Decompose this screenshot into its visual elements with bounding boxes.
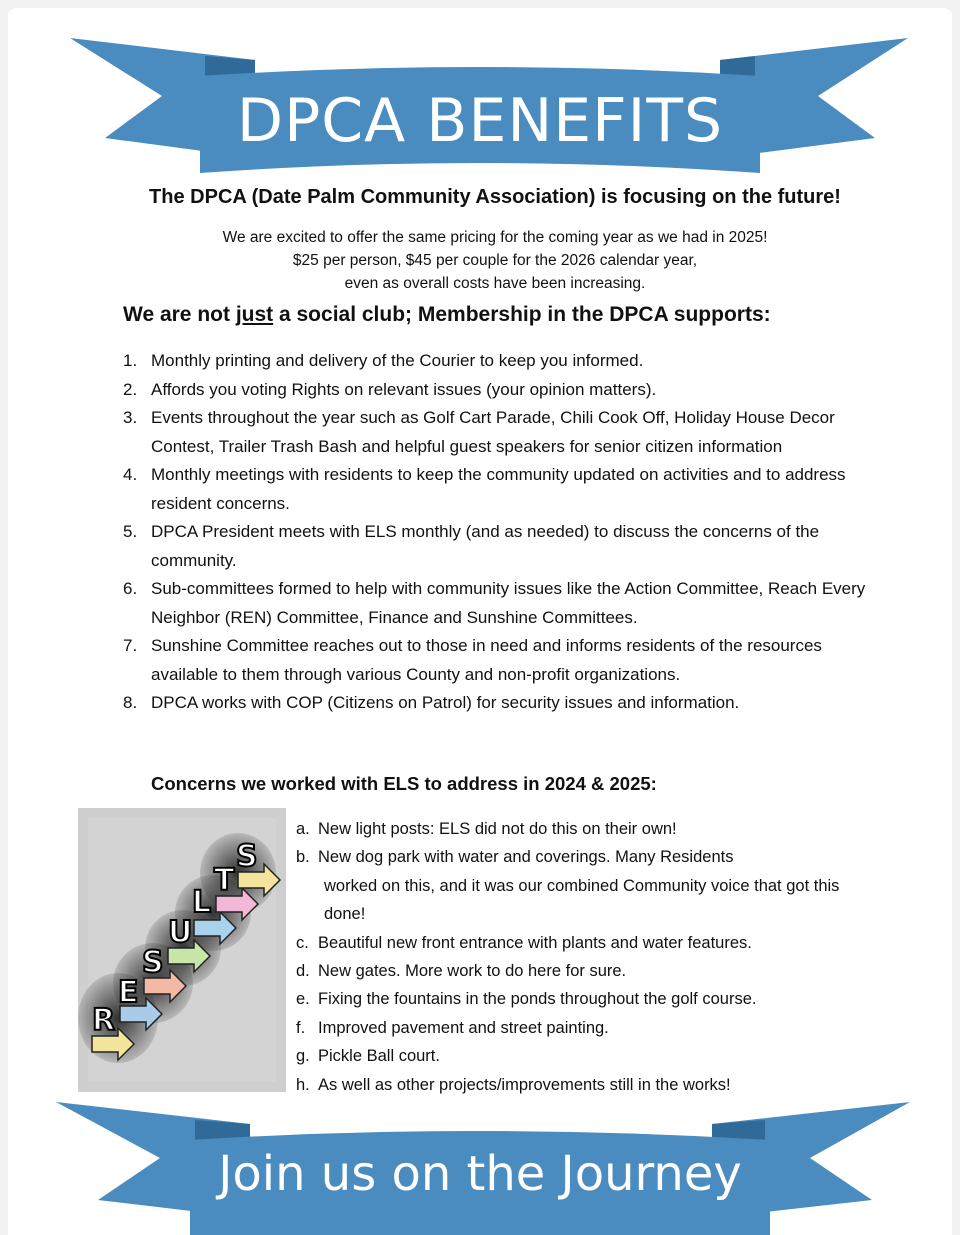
intro-line: $25 per person, $45 per couple for the 2026 calendar year,: [292, 252, 698, 269]
intro-line: even as overall costs have been increasing.: [344, 275, 646, 292]
list-item: h. As well as other projects/improvements still in the works!: [296, 1075, 731, 1094]
list-item: e. Fixing the fountains in the ponds throughout the golf course.: [296, 990, 757, 1009]
page-title: DPCA BENEFITS: [236, 86, 724, 156]
emphasis-just: just: [235, 303, 274, 326]
list-item: 8. DPCA works with COP (Citizens on Patrol) for security issues and information.: [123, 693, 740, 712]
list-item: 7. Sunshine Committee reaches out to those in need and informs residents of the resources available to them through various County and non-profit organizations.: [123, 636, 822, 684]
svg-text:R: R: [92, 1003, 116, 1038]
list-item: g. Pickle Ball court.: [296, 1047, 440, 1066]
svg-text:T: T: [214, 863, 235, 898]
svg-text:E: E: [118, 975, 139, 1010]
list-item: a. New light posts: ELS did not do this on their own!: [296, 820, 677, 838]
bottom-ribbon-banner: [0, 1100, 960, 1235]
list-item: d. New gates. More work to do here for sure.: [296, 962, 627, 981]
svg-text:S: S: [142, 945, 164, 980]
concerns-list: [296, 815, 876, 1099]
benefits-list: [120, 347, 890, 718]
top-ribbon-banner: [0, 38, 960, 178]
list-item: 1. Monthly printing and delivery of the Courier to keep you informed.: [123, 351, 644, 370]
list-item: b. New dog park with water and coverings. Many Residents worked on this, and it was our combined Community voice that got this done!: [296, 848, 840, 924]
list-item: f. Improved pavement and street painting.: [296, 1018, 609, 1037]
footer-title: Join us on the Journey: [218, 1146, 742, 1202]
list-item: 2. Affords you voting Rights on relevant issues (your opinion matters).: [123, 379, 657, 399]
list-item: 5. DPCA President meets with ELS monthly (and as needed) to discuss the concerns of the community.: [123, 522, 820, 570]
svg-text:S: S: [236, 839, 258, 874]
list-item: 4. Monthly meetings with residents to keep the community updated on activities and to address resident concerns.: [123, 465, 846, 513]
supports-heading: We are not just a social club; Membership in the DPCA supports:: [123, 303, 771, 326]
intro-text: [0, 226, 960, 295]
intro-line: We are excited to offer the same pricing for the coming year as we had in 2025!: [222, 229, 768, 246]
svg-text:L: L: [192, 885, 212, 920]
list-item: 3. Events throughout the year such as Golf Cart Parade, Chili Cook Off, Holiday House Decor Contest, Trailer Trash Bash and helpful guest speakers for senior citizen information: [123, 408, 835, 456]
intro-heading: The DPCA (Date Palm Community Association) is focusing on the future!: [149, 186, 841, 208]
svg-text:U: U: [168, 915, 193, 950]
concerns-heading: Concerns we worked with ELS to address in 2024 & 2025:: [151, 773, 657, 794]
results-image: [78, 808, 286, 1092]
list-item: c. Beautiful new front entrance with plants and water features.: [296, 933, 752, 952]
list-item: 6. Sub-committees formed to help with community issues like the Action Committee, Reach Every Neighbor (REN) Committee, Finance and Sunshine Committees.: [123, 579, 866, 627]
